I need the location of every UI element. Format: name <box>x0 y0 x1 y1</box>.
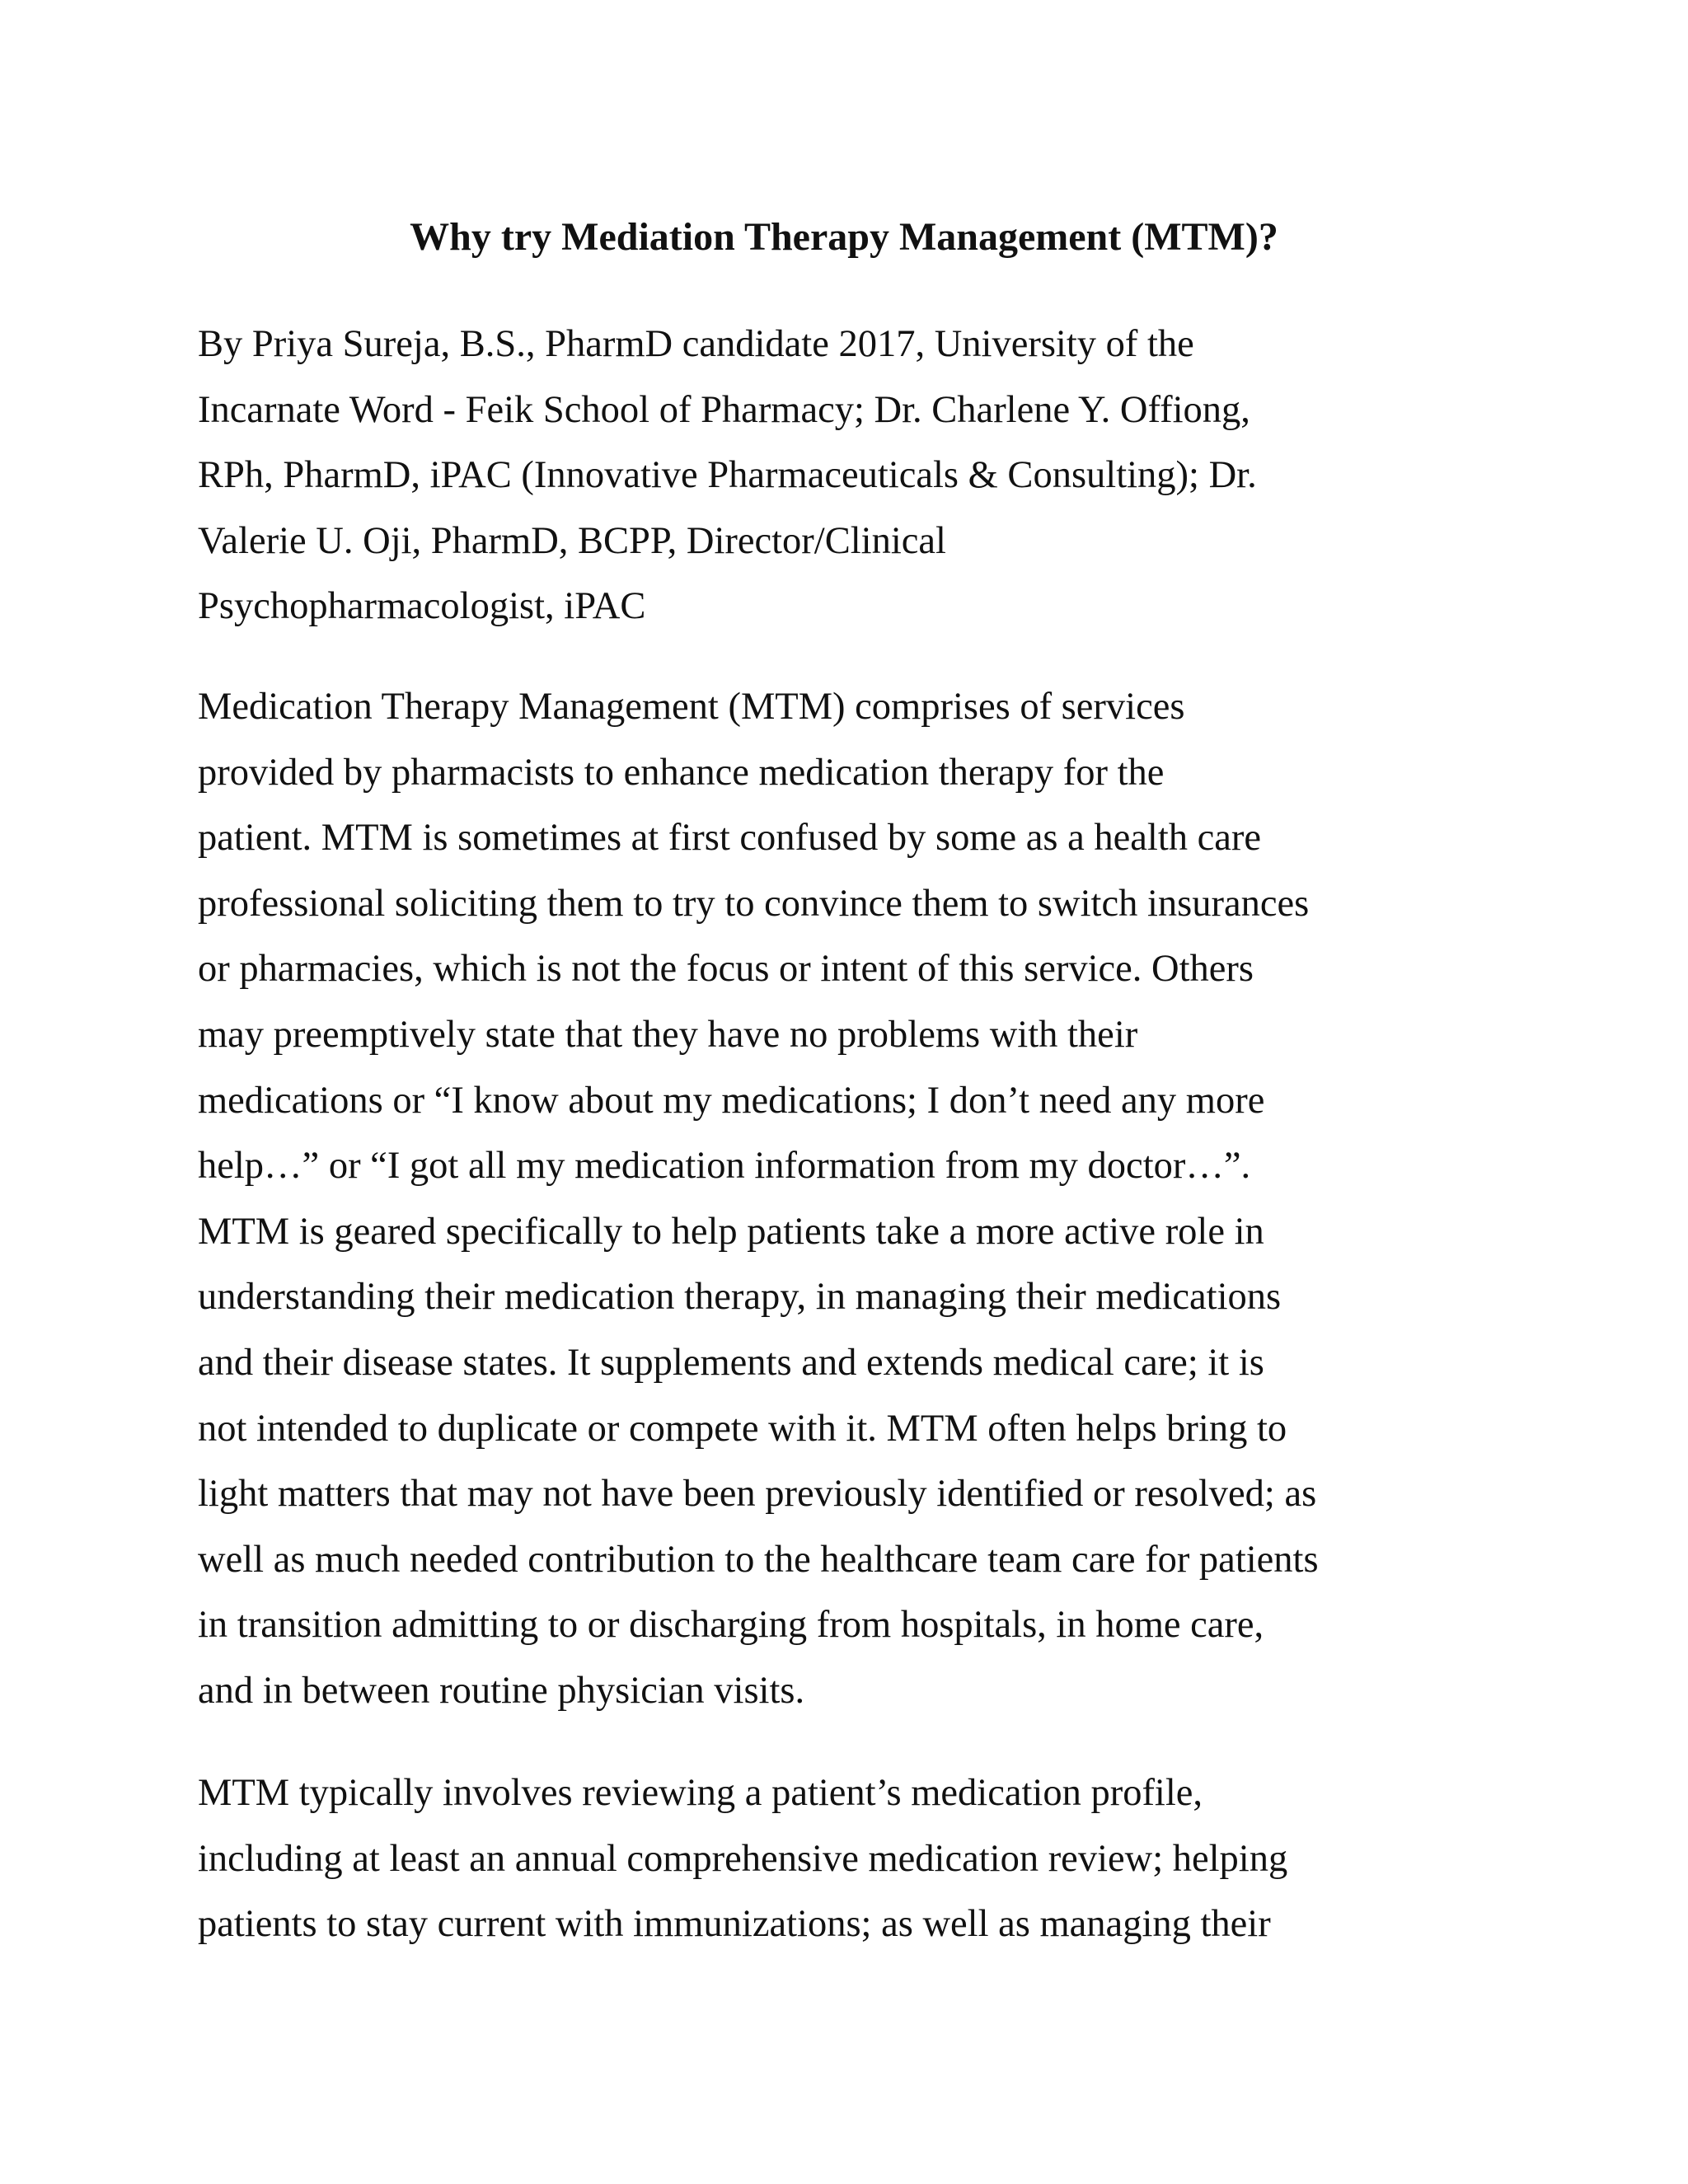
byline-line: By Priya Sureja, B.S., PharmD candidate 2017, University of the <box>198 323 1194 365</box>
paragraph-line: patients to stay current with immunizations; as well as managing their <box>198 1903 1271 1946</box>
paragraph-line: understanding their medication therapy, in managing their medications <box>198 1276 1282 1319</box>
byline-line: Valerie U. Oji, PharmD, BCPP, Director/Clinical <box>198 519 946 562</box>
paragraph-line: including at least an annual comprehensive medication review; helping <box>198 1837 1288 1880</box>
paragraph-mtm-services <box>198 1760 1517 1957</box>
paragraph-line: well as much needed contribution to the healthcare team care for patients <box>198 1538 1319 1581</box>
paragraph-line: provided by pharmacists to enhance medication therapy for the <box>198 751 1165 794</box>
paragraph-line: MTM typically involves reviewing a patient’s medication profile, <box>198 1772 1203 1814</box>
paragraph-line: professional soliciting them to try to convince them to switch insurances <box>198 882 1310 925</box>
author-byline <box>198 312 1517 640</box>
paragraph-mtm-overview <box>198 674 1517 1724</box>
paragraph-line: may preemptively state that they have no problems with their <box>198 1013 1138 1056</box>
paragraph-line: light matters that may not have been previously identified or resolved; as <box>198 1473 1317 1516</box>
paragraph-line: in transition admitting to or discharging from hospitals, in home care, <box>198 1604 1264 1647</box>
document-title: Why try Mediation Therapy Management (MTM)? <box>410 215 1278 259</box>
paragraph-line: MTM is geared specifically to help patients take a more active role in <box>198 1210 1264 1253</box>
byline-line: RPh, PharmD, iPAC (Innovative Pharmaceuticals & Consulting); Dr. <box>198 454 1257 497</box>
paragraph-line: Medication Therapy Management (MTM) comprises of services <box>198 686 1185 728</box>
paragraph-line: and their disease states. It supplements and extends medical care; it is <box>198 1341 1264 1384</box>
paragraph-line: not intended to duplicate or compete with it. MTM often helps bring to <box>198 1407 1287 1450</box>
paragraph-line: or pharmacies, which is not the focus or intent of this service. Others <box>198 948 1254 991</box>
byline-line: Incarnate Word - Feik School of Pharmacy; Dr. Charlene Y. Offiong, <box>198 388 1250 431</box>
paragraph-line: medications or “I know about my medications; I don’t need any more <box>198 1079 1265 1122</box>
paragraph-line: patient. MTM is sometimes at first confused by some as a health care <box>198 817 1262 860</box>
paragraph-line: and in between routine physician visits. <box>198 1669 805 1712</box>
byline-line: Psychopharmacologist, iPAC <box>198 585 646 628</box>
paragraph-line: help…” or “I got all my medication information from my doctor…”. <box>198 1145 1251 1188</box>
